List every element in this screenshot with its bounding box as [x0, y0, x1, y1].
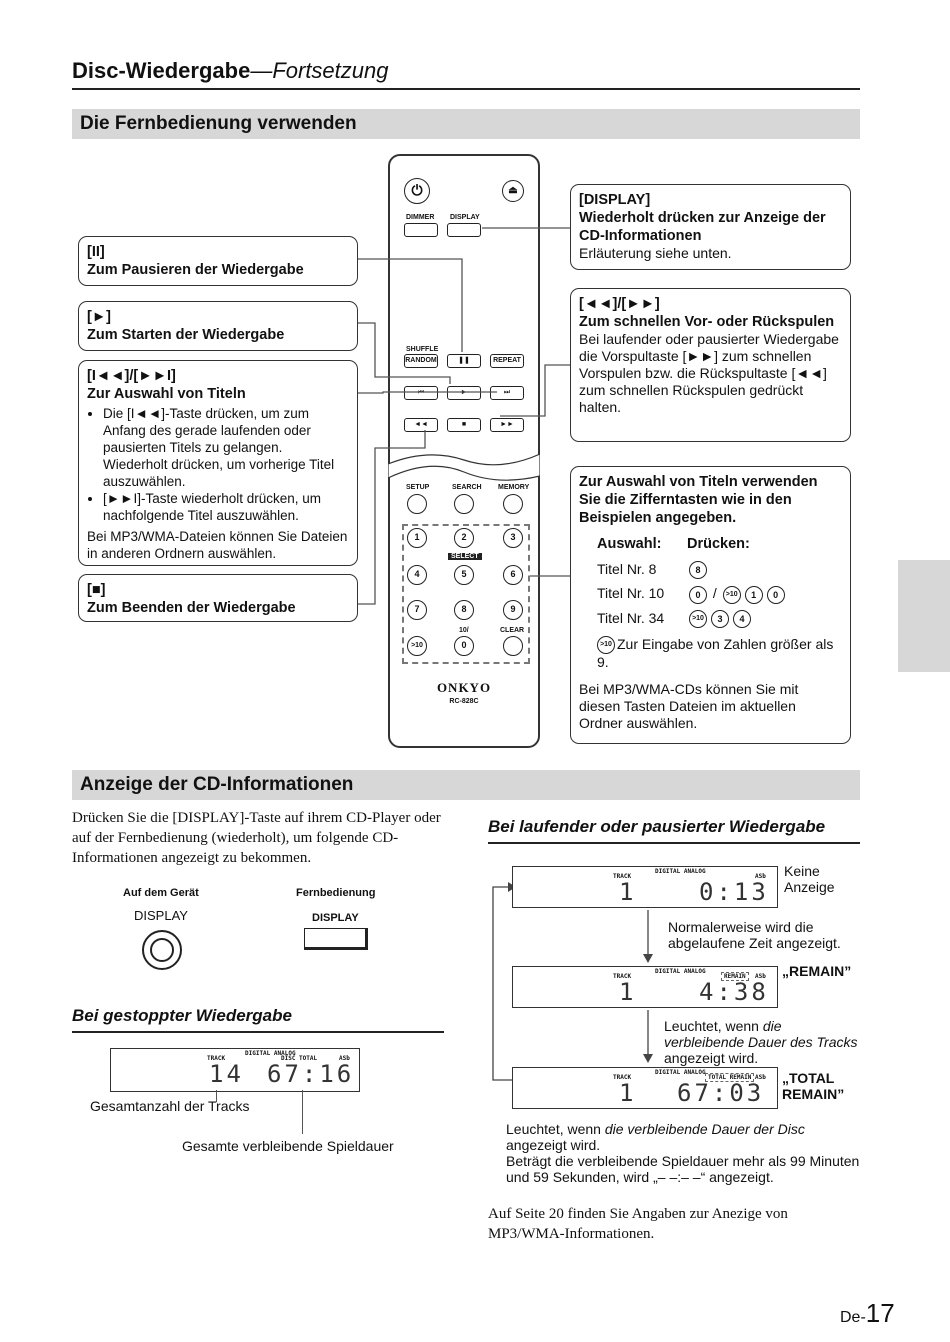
shuffle-label: SHUFFLE — [406, 346, 439, 353]
callout-stop-key: [■] — [87, 582, 106, 598]
callout-search — [570, 288, 851, 442]
stop-icon: ■ — [447, 418, 481, 432]
digit-7-button: 7 — [407, 600, 427, 620]
prev-track-icon: ⏮ — [404, 386, 438, 400]
remain-label: „REMAIN” — [782, 963, 852, 979]
total-time-label: Gesamte verbleibende Spieldauer — [182, 1138, 394, 1154]
next-track-icon: ⏭ — [490, 386, 524, 400]
rewind-icon: ◄◄ — [404, 418, 438, 432]
remain-note-c: angezeigt wird. — [664, 1050, 759, 1066]
lcd3-track: TRACK — [613, 1074, 632, 1081]
clear-label: CLEAR — [500, 627, 525, 634]
digit-3-button: 3 — [503, 528, 523, 548]
setup-label: SETUP — [406, 484, 430, 491]
power-icon: ⏻ — [404, 178, 430, 204]
key-8-icon: 8 — [689, 561, 707, 579]
callout-display-heading: Wiederholt drücken zur Anzeige der CD-Informationen — [579, 210, 826, 244]
search-label: SEARCH — [452, 484, 482, 491]
callout-skip-bullet2: • [►►I]-Taste wiederholt drücken, um nachfolgende Titel auszuwählen. — [103, 490, 349, 524]
callout-search-heading: Zum schnellen Vor- oder Rückspulen — [579, 314, 835, 330]
callout-play — [78, 301, 358, 351]
row-title-8: Titel Nr. 8 — [597, 561, 657, 577]
remote-display-label: DISPLAY — [312, 912, 359, 924]
col-selection: Auswahl: — [597, 536, 662, 552]
callout-skip-note: Bei MP3/WMA-Dateien können Sie Dateien in anderen Ordnern auswählen. — [87, 529, 348, 561]
playing-rule — [488, 842, 860, 844]
callout-search-text: Bei laufender oder pausierter Wiedergabe die Vorspultaste [►►] zum schnellen Vorspulen bzw. die Rückspultaste [◄◄] zum schnellen Rückspulen gedrückt halten. — [579, 331, 839, 415]
digit-1-button: 1 — [407, 528, 427, 548]
callout-display — [570, 184, 851, 270]
row-title-10: Titel Nr. 10 — [597, 585, 665, 602]
page-number-value: 17 — [865, 1298, 895, 1328]
footer-note: Auf Seite 20 finden Sie Angaben zur Anezige von MP3/WMA-Informationen. — [488, 1206, 788, 1242]
lcd1-track: TRACK — [613, 873, 632, 880]
total-note-b: die verbleibende Dauer der Disc — [604, 1121, 805, 1137]
lcd-stopped-track: TRACK — [207, 1055, 226, 1062]
callout-numbers: Zur Auswahl von Titeln verwenden Sie die Zifferntasten wie in den Beispielen angegeben. Auswahl: Drücken: Titel Nr. 8 8 Titel Nr. 10 0 / >10 1 0 Titel Nr. 34 >10 3 4 >10 Zur Eingabe von Zahlen größer als 9. Bei MP3/WMA-CDs können Sie mit diesen Tasten Dateien im aktuellen Ordner auswählen. — [570, 466, 851, 744]
callout-skip-bullet1: • Die [I◄◄]-Taste drücken, um zum Anfang des gerade laufenden oder pausierten Titels zu gelangen. Wiederholt drücken, um vorherige Titel auszuwählen. — [103, 405, 349, 490]
digit-8-button: 8 — [454, 600, 474, 620]
digit-5-button: 5 — [454, 565, 474, 585]
total-note-a: Leuchtet, wenn — [506, 1121, 605, 1137]
lcd1-track-num: 1 — [619, 878, 637, 906]
callout-display-key: [DISPLAY] — [579, 192, 651, 208]
page-number — [840, 1298, 895, 1329]
callout-pause-text: Zum Pausieren der Wiedergabe — [87, 262, 304, 278]
digit-6-button: 6 — [503, 565, 523, 585]
key-gt10-icon: >10 — [689, 610, 707, 628]
remote-label: Fernbedienung — [296, 887, 376, 899]
lcd2-digital-analog: DIGITAL ANALOG — [655, 968, 706, 975]
callout-pause — [78, 236, 358, 286]
digit-9-button: 9 — [503, 600, 523, 620]
fast-forward-icon: ►► — [490, 418, 524, 432]
memory-label: MEMORY — [498, 484, 530, 491]
remain-note-b: die verbleibende Dauer des Tracks — [664, 1018, 858, 1050]
info-intro: Drücken Sie die [DISPLAY]-Taste auf ihrem CD-Player oder auf der Fernbedienung (wiederholt), um folgende CD-Informationen angezeigt zu bekommen. — [72, 810, 441, 866]
callout-search-key: [◄◄]/[►►] — [579, 296, 660, 312]
digit-2-button: 2 — [454, 528, 474, 548]
lcd2-asb: ASb — [755, 973, 766, 980]
callout-stop-text: Zum Beenden der Wiedergabe — [87, 600, 296, 616]
section-title-cd-info: Anzeige der CD-Informationen — [72, 770, 860, 800]
header-title: Disc-Wiedergabe — [72, 58, 251, 83]
key-gt10-icon: >10 — [723, 586, 741, 604]
remote-display-button — [304, 928, 368, 950]
total-remain-note — [506, 1121, 860, 1185]
ten-label: 10/ — [459, 627, 469, 634]
lcd-elapsed — [512, 866, 778, 908]
brand-logo: ONKYO — [436, 680, 492, 695]
key-1-icon: 1 — [745, 586, 763, 604]
device-display-button — [142, 930, 182, 970]
lcd-stopped-digital-analog: DIGITAL ANALOG — [245, 1050, 296, 1057]
dimmer-label: DIMMER — [406, 214, 435, 221]
lcd-stopped-disc-total: DISC TOTAL — [281, 1055, 318, 1062]
lcd2-remain: REMAIN — [721, 972, 749, 981]
on-device-label: Auf dem Gerät — [123, 887, 199, 899]
lcd1-asb: ASb — [755, 873, 766, 880]
callout-numbers-heading: Zur Auswahl von Titeln verwenden Sie die Zifferntasten wie in den Beispielen angegeben. — [579, 474, 818, 526]
callout-pause-key: [II] — [87, 244, 105, 260]
total-note-d: Beträgt die verbleibende Spieldauer mehr als 99 Minuten und 59 Sekunden, wird „– –:– –“ angezeigt. — [506, 1153, 860, 1185]
lcd-stopped-time: 67:16 — [267, 1060, 355, 1088]
header-subtitle: —Fortsetzung — [250, 58, 389, 83]
eject-icon: ⏏ — [502, 180, 524, 202]
lcd3-asb: ASb — [755, 1074, 766, 1081]
lcd-stopped-asb: ASb — [339, 1055, 350, 1062]
lcd1-digital-analog: DIGITAL ANALOG — [655, 868, 706, 875]
lcd-stopped — [110, 1048, 360, 1092]
elapsed-note: Normalerweise wird die abgelaufene Zeit angezeigt. — [668, 919, 841, 951]
lcd2-time: 4:38 — [699, 978, 769, 1006]
lcd1-time: 0:13 — [699, 878, 769, 906]
lcd2-track: TRACK — [613, 973, 632, 980]
play-icon: ► — [447, 386, 481, 400]
stopped-heading: Bei gestoppter Wiedergabe — [72, 1006, 292, 1025]
lcd3-total-remain: TOTAL REMAIN — [705, 1073, 754, 1082]
col-press: Drücken: — [687, 536, 750, 552]
model-label: RC-828C — [449, 698, 479, 705]
digit-4-button: 4 — [407, 565, 427, 585]
key-gt10-icon: >10 — [597, 636, 615, 654]
row-title-34: Titel Nr. 34 — [597, 609, 665, 626]
repeat-button: REPEAT — [490, 354, 524, 368]
device-display-label: DISPLAY — [134, 908, 188, 923]
playing-heading: Bei laufender oder pausierter Wiedergabe — [488, 817, 826, 836]
lcd3-time: 67:03 — [677, 1079, 765, 1107]
callout-stop — [78, 574, 358, 622]
gt10-note: Zur Eingabe von Zahlen größer als 9. — [597, 635, 834, 671]
page-number-prefix: De- — [840, 1309, 866, 1326]
key-3-icon: 3 — [711, 610, 729, 628]
stopped-rule — [72, 1031, 444, 1033]
lcd2-track-num: 1 — [619, 978, 637, 1006]
callout-skip — [78, 360, 358, 566]
lcd-remain — [512, 966, 778, 1008]
lcd3-digital-analog: DIGITAL ANALOG — [655, 1069, 706, 1076]
display-label: DISPLAY — [450, 214, 480, 221]
total-tracks-label: Gesamtanzahl der Tracks — [90, 1098, 250, 1114]
key-0-icon: 0 — [767, 586, 785, 604]
section-title-remote: Die Fernbedienung verwenden — [72, 109, 860, 139]
callout-play-key: [►] — [87, 309, 112, 325]
pause-icon: ❚❚ — [447, 354, 481, 368]
lcd-total-remain — [512, 1067, 778, 1109]
callout-play-text: Zum Starten der Wiedergabe — [87, 327, 285, 343]
remain-note — [664, 1018, 860, 1066]
key-0-icon: 0 — [689, 586, 707, 604]
lcd3-track-num: 1 — [619, 1079, 637, 1107]
digit-0-button: 0 — [454, 636, 474, 656]
no-display-label: Keine Anzeige — [784, 863, 835, 895]
mp3-note: Bei MP3/WMA-CDs können Sie mit diesen Tasten Dateien im aktuellen Ordner auswählen. — [579, 681, 799, 732]
random-button: RANDOM — [404, 354, 438, 368]
remain-note-a: Leuchtet, wenn — [664, 1018, 763, 1034]
lcd-stopped-tracks: 14 — [209, 1060, 244, 1088]
select-label: SELECT — [448, 553, 482, 560]
total-note-c: angezeigt wird. — [506, 1137, 601, 1153]
leader — [302, 1090, 303, 1134]
callout-display-text: Erläuterung siehe unten. — [579, 245, 732, 261]
total-remain-label: „TOTAL REMAIN” — [782, 1070, 845, 1102]
callout-skip-heading: Zur Auswahl von Titeln — [87, 386, 246, 402]
key-4-icon: 4 — [733, 610, 751, 628]
callout-skip-key: [I◄◄]/[►►I] — [87, 368, 176, 384]
digit-gt10-button: >10 — [407, 636, 427, 656]
